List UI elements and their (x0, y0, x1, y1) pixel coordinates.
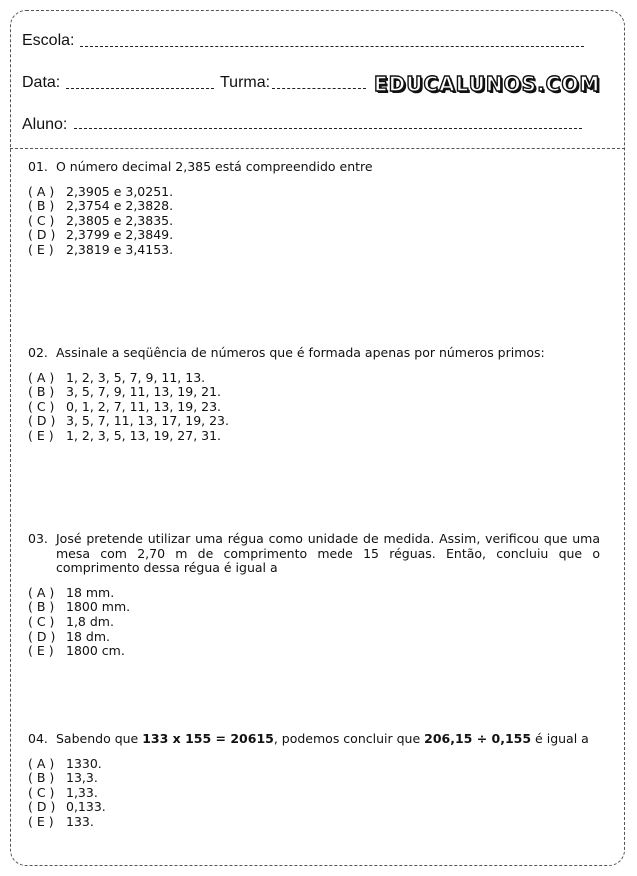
school-field[interactable] (80, 46, 584, 47)
question-number: 04. (28, 731, 48, 746)
date-label: Data: (22, 74, 61, 91)
question-text: O número decimal 2,385 está compreendido entre (56, 159, 373, 174)
option-c[interactable]: ( C ) 1,33. (28, 784, 98, 800)
option-c[interactable]: ( C ) 2,3805 e 2,3835. (28, 212, 174, 228)
class-label: Turma: (220, 74, 271, 91)
question-text: Assinale a seqüência de números que é formada apenas por números primos: (56, 345, 545, 360)
option-a[interactable]: ( A ) 18 mm. (28, 584, 115, 600)
question-text: Sabendo que 133 x 155 = 20615, podemos concluir que 206,15 ÷ 0,155 é igual a (56, 731, 589, 746)
option-d[interactable]: ( D ) 0,133. (28, 799, 106, 815)
question-4 (28, 732, 600, 830)
option-d[interactable]: ( D ) 2,3799 e 2,3849. (28, 227, 174, 243)
student-label: Aluno: (22, 116, 68, 133)
option-a[interactable]: ( A ) 1330. (28, 755, 102, 771)
option-c[interactable]: ( C ) 1,8 dm. (28, 613, 114, 629)
option-e[interactable]: ( E ) 1800 cm. (28, 643, 125, 659)
option-b[interactable]: ( B ) 1800 mm. (28, 599, 131, 615)
school-label: Escola: (22, 32, 75, 49)
option-e[interactable]: ( E ) 2,3819 e 3,4153. (28, 241, 174, 257)
option-d[interactable]: ( D ) 18 dm. (28, 628, 110, 644)
option-b[interactable]: ( B ) 2,3754 e 2,3828. (28, 198, 174, 214)
class-field[interactable] (272, 88, 366, 89)
date-field[interactable] (66, 88, 214, 89)
option-b[interactable]: ( B ) 13,3. (28, 770, 98, 786)
header-divider (10, 148, 625, 149)
option-d[interactable]: ( D ) 3, 5, 7, 11, 13, 17, 19, 23. (28, 413, 229, 429)
question-1 (28, 160, 600, 258)
question-2 (28, 346, 600, 444)
question-number: 01. (28, 159, 48, 174)
option-b[interactable]: ( B ) 3, 5, 7, 9, 11, 13, 19, 21. (28, 384, 222, 400)
option-e[interactable]: ( E ) 133. (28, 813, 94, 829)
question-number: 03. (28, 531, 48, 546)
question-text: José pretende utilizar uma régua como unidade de medida. Assim, verificou que uma mesa com 2,70 m de comprimento mede 15 réguas. Então, concluiu que o comprimento dessa régua é igual a (56, 531, 600, 576)
option-a[interactable]: ( A ) 1, 2, 3, 5, 7, 9, 11, 13. (28, 369, 206, 385)
option-c[interactable]: ( C ) 0, 1, 2, 7, 11, 13, 19, 23. (28, 398, 222, 414)
option-a[interactable]: ( A ) 2,3905 e 3,0251. (28, 183, 174, 199)
option-e[interactable]: ( E ) 1, 2, 3, 5, 13, 19, 27, 31. (28, 427, 222, 443)
educalunos-logo: EDUCALUNOS.COM (374, 72, 601, 96)
question-3 (28, 532, 600, 659)
question-number: 02. (28, 345, 48, 360)
student-field[interactable] (74, 128, 582, 129)
